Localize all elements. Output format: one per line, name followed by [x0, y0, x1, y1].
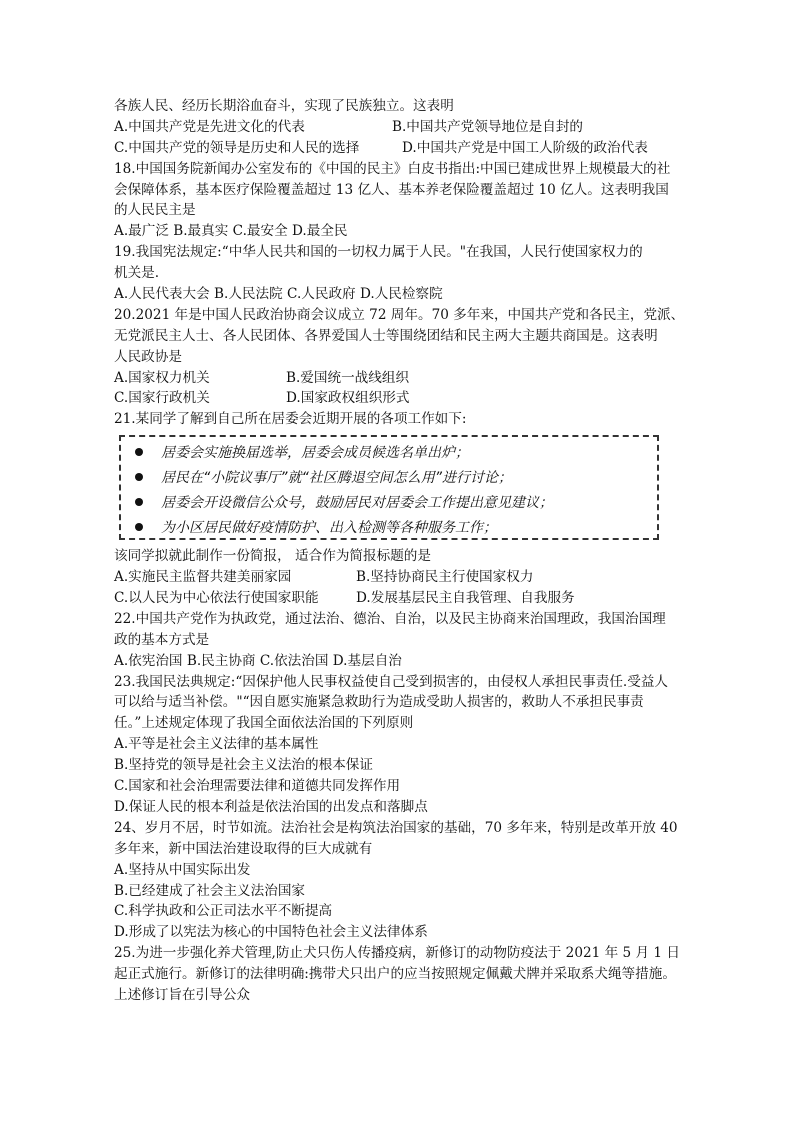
q24-stem-line-2: 多年来，新中国法治建设取得的巨大成就有 — [114, 840, 373, 857]
q17-option-d: D.中国共产党是中国工人阶级的政治代表 — [402, 139, 648, 156]
q22-options: A.依宪治国 B.民主协商 C.依法治国 D.基层自治 — [114, 652, 402, 669]
q22-stem-line-1: 22.中国共产党作为执政党，通过法治、德治、自治，以及民主协商来治国理政，我国治国理 — [114, 610, 666, 627]
q21-option-b: B.坚持协商民主行使国家权力 — [356, 569, 534, 586]
q21-options-row-1 — [114, 567, 684, 588]
q23-option-b: B.坚持党的领导是社会主义法治的根本保证 — [114, 757, 373, 774]
q20-option-d: D.国家政权组织形式 — [286, 390, 410, 407]
q23-stem-line-2: 可以给与适当补偿。"“因自愿实施紧急救助行为造成受助人损害的，救助人不承担民事责 — [114, 694, 644, 711]
q25-stem-line-3: 上述修订旨在引导公众 — [114, 986, 250, 1003]
q21-box-item-text: 居委会开设微信公众号，鼓励居民对居委会工作提出意见建议； — [161, 495, 553, 512]
q21-dashed-box — [119, 435, 659, 540]
q18-options: A.最广泛 B.最真实 C.最安全 D.最全民 — [114, 223, 348, 240]
q17-option-b: B.中国共产党领导地位是自封的 — [392, 118, 584, 135]
q20-stem-line-3: 人民政协是 — [114, 348, 182, 365]
q24-option-a: A.坚持从中国实际出发 — [114, 861, 251, 878]
q20-option-a: A.国家权力机关 — [114, 369, 210, 386]
q23-option-d: D.保证人民的根本利益是依法治国的出发点和落脚点 — [114, 798, 428, 815]
q21-option-a: A.实施民主监督共建美丽家园 — [114, 569, 292, 586]
q20-option-c: C.国家行政机关 — [114, 390, 210, 407]
q20-options-row-1 — [114, 368, 684, 389]
bullet-icon — [135, 448, 143, 456]
q21-box-item-text: 居民在“小院议事厅”就“社区腾退空间怎么用”进行讨论； — [161, 470, 513, 487]
q20-stem-line-2: 无党派民主人士、各人民团体、各界爱国人士等围绕团结和民主两大主题共商国是。这表明 — [114, 327, 658, 344]
q24-option-c: C.科学执政和公正司法水平不断提高 — [114, 903, 333, 920]
q18-stem-line-3: 的人民民主是 — [114, 202, 196, 219]
bullet-icon — [135, 523, 143, 531]
q21-option-d: D.发展基层民主自我管理、自我服务 — [356, 590, 575, 607]
q17-stem-line: 各族人民、经历长期浴血奋斗，实现了民族独立。这表明 — [114, 98, 454, 114]
q23-stem-line-3: 任。”上述规定体现了我国全面依法治国的下列原则 — [114, 715, 414, 732]
q17-option-c: C.中国共产党的领导是历史和人民的选择 — [114, 139, 360, 156]
q22-stem-line-2: 政的基本方式是 — [114, 631, 210, 648]
q17-options-row-2 — [114, 138, 684, 159]
q21-box-item — [121, 516, 657, 541]
q20-option-b: B.爱国统一战线组织 — [286, 369, 410, 386]
q19-stem-line-2: 机关是. — [114, 265, 160, 282]
q21-box-item-text: 为小区居民做好疫情防护、出入检测等各种服务工作； — [161, 520, 497, 537]
q25-stem-line-1: 25.为进一步强化养犬管理,防止犬只伤人传播疫病，新修订的动物防疫法于 2021 年 5 月 1 日 — [114, 945, 680, 962]
q21-box-item — [121, 466, 657, 491]
bullet-icon — [135, 473, 143, 481]
q23-option-c: C.国家和社会治理需要法律和道德共同发挥作用 — [114, 778, 401, 795]
q21-intro: 21.某同学了解到自己所在居委会近期开展的各项工作如下: — [114, 411, 467, 428]
q18-stem-line-1: 18.中国国务院新闻办公室发布的《中国的民主》白皮书指出:中国已建成世界上规模最大的社 — [114, 160, 671, 177]
exam-page — [114, 96, 684, 1006]
q21-box-item — [121, 441, 657, 466]
q20-stem-line-1: 20.2021 年是中国人民政治协商会议成立 72 周年。70 多年来，中国共产党和各民主，党派、 — [114, 306, 685, 323]
q21-after-text: 该同学拟就此制作一份简报， 适合作为简报标题的是 — [114, 548, 431, 565]
q23-stem-line-1: 23.我国民法典规定:“因保护他人民事权益使自己受到损害的，由侵权人承担民事责任.受益人 — [114, 673, 669, 690]
q21-option-c: C.以人民为中心依法行使国家职能 — [114, 590, 319, 607]
q21-box-item — [121, 491, 657, 516]
q17-option-a: A.中国共产党是先进文化的代表 — [114, 118, 305, 135]
q18-stem-line-2: 会保障体系，基本医疗保险覆盖超过 13 亿人、基本养老保险覆盖超过 10 亿人。这表明我国 — [114, 181, 669, 198]
bullet-icon — [135, 498, 143, 506]
q25-stem-line-2: 起正式施行。新修订的法律明确:携带犬只出户的应当按照规定佩戴犬牌并采取系犬绳等措施。 — [114, 966, 676, 983]
q19-stem-line-1: 19.我国宪法规定:“中华人民共和国的一切权力属于人民。"在我国，人民行使国家权力的 — [114, 244, 643, 261]
q20-options-row-2 — [114, 388, 684, 409]
q24-option-b: B.已经建成了社会主义法治国家 — [114, 882, 306, 899]
q23-option-a: A.平等是社会主义法律的基本属性 — [114, 736, 319, 753]
q21-box-item-text: 居委会实施换届选举，居委会成员候选名单出炉； — [161, 445, 469, 462]
q24-option-d: D.形成了以宪法为核心的中国特色社会主义法律体系 — [114, 924, 428, 941]
q24-stem-line-1: 24、岁月不居，时节如流。法治社会是构筑法治国家的基础，70 多年来，特别是改革开放 40 — [114, 819, 678, 836]
q17-options-row-1 — [114, 117, 684, 138]
q19-options: A.人民代表大会 B.人民法院 C.人民政府 D.人民检察院 — [114, 286, 443, 303]
q21-options-row-2 — [114, 588, 684, 609]
